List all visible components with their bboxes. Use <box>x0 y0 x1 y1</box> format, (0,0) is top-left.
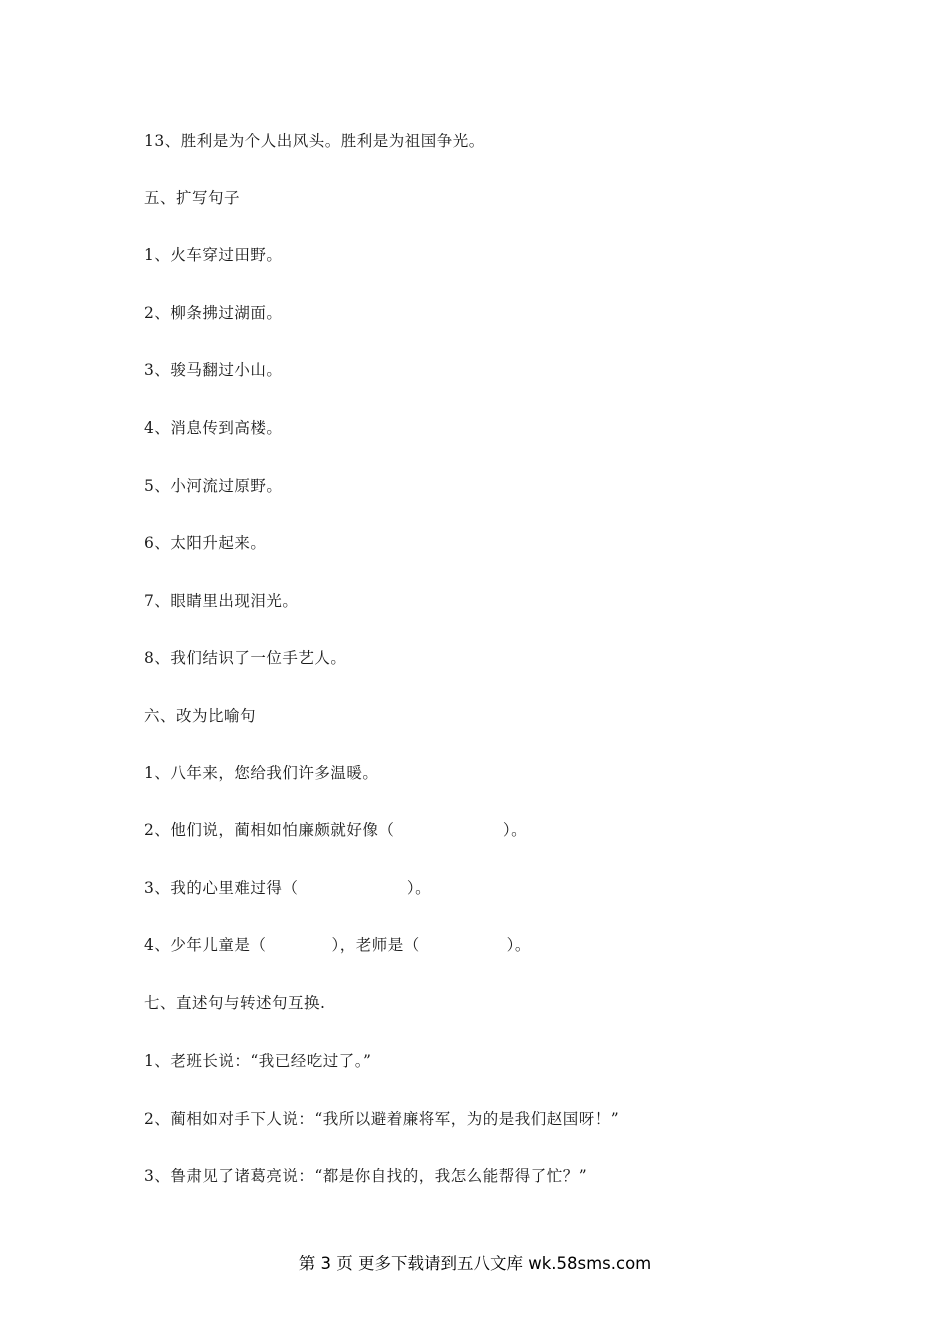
exercise-line: 2、蔺相如对手下人说：“我所以避着廉将军，为的是我们赵国呀！” <box>144 1110 620 1128</box>
page-footer: 第 3 页 更多下载请到五八文库 wk.58sms.com <box>298 1254 652 1273</box>
exercise-line: 1、老班长说：“我已经吃过了。” <box>144 1052 372 1070</box>
exercise-line: 2、柳条拂过湖面。 <box>144 304 283 322</box>
exercise-line: 1、火车穿过田野。 <box>144 246 283 264</box>
section-heading-7: 七、直述句与转述句互换. <box>144 994 326 1012</box>
fill-blank-line: 4、少年儿童是（ ），老师是（ ）。 <box>144 936 531 954</box>
fill-blank-line: 3、我的心里难过得（ ）。 <box>144 879 432 897</box>
exercise-line: 8、我们结识了一位手艺人。 <box>144 649 347 667</box>
exercise-line: 4、消息传到高楼。 <box>144 419 283 437</box>
exercise-line: 3、骏马翻过小山。 <box>144 361 283 379</box>
fill-blank-line: 2、他们说，蔺相如怕廉颇就好像（ ）。 <box>144 821 528 839</box>
exercise-line: 3、鲁肃见了诸葛亮说：“都是你自找的，我怎么能帮得了忙？” <box>144 1167 588 1185</box>
exercise-line-13: 13、胜利是为个人出风头。胜利是为祖国争光。 <box>144 132 485 150</box>
section-heading-5: 五、扩写句子 <box>144 189 241 207</box>
section-heading-6: 六、改为比喻句 <box>144 707 257 725</box>
exercise-line: 1、八年来，您给我们许多温暖。 <box>144 764 379 782</box>
exercise-line: 6、太阳升起来。 <box>144 534 267 552</box>
exercise-line: 7、眼睛里出现泪光。 <box>144 592 299 610</box>
exercise-line: 5、小河流过原野。 <box>144 477 283 495</box>
